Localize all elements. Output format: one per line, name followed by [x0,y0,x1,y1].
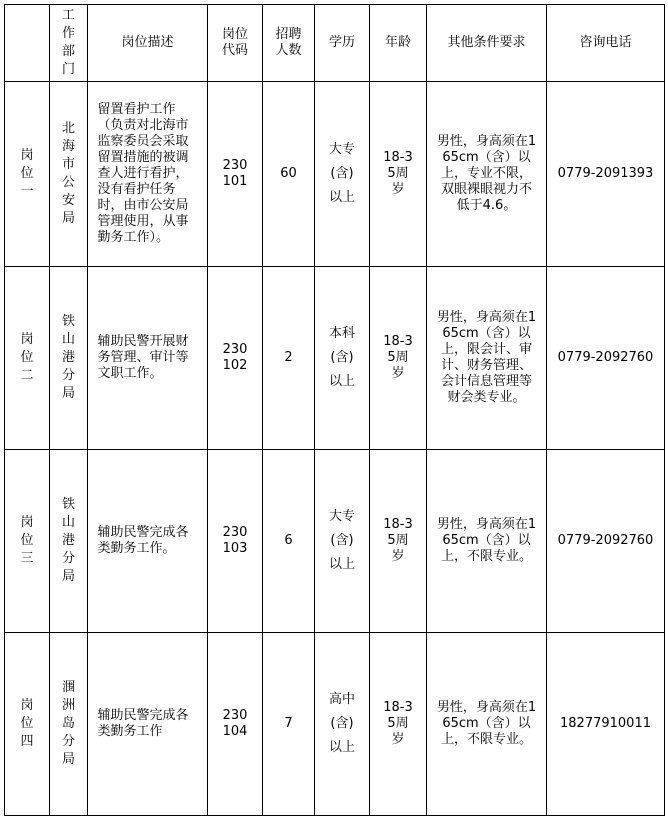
other-cell: 男性，身高须在165cm（含）以上，限会计、审计、财务管理、会计信息管理等财会类专业。 [427,267,547,450]
code-cell: 230104 [208,633,263,816]
header-row [5,5,665,82]
age-cell: 18-35周岁 [370,633,427,816]
count-cell: 7 [263,633,315,816]
code-cell: 230103 [208,450,263,633]
count-cell: 2 [263,267,315,450]
count-cell: 60 [263,82,315,267]
header-desc: 岗位描述 [88,5,208,82]
dept-cell: 铁山港分局 [50,450,88,633]
table-row [5,267,665,450]
position-cell: 岗位三 [5,450,50,633]
edu-cell: 大专(含)以上 [315,82,370,267]
position-cell: 岗位二 [5,267,50,450]
table-row [5,82,665,267]
desc-cell: 辅助民警开展财务管理、审计等文职工作。 [88,267,208,450]
recruitment-table [4,4,665,816]
desc-cell: 辅助民警完成各类勤务工作 [88,633,208,816]
header-code: 岗位代码 [208,5,263,82]
phone-cell: 0779-2092760 [547,450,665,633]
code-cell: 230101 [208,82,263,267]
edu-cell: 大专(含)以上 [315,450,370,633]
phone-cell: 18277910011 [547,633,665,816]
header-position [5,5,50,82]
header-other: 其他条件要求 [427,5,547,82]
other-cell: 男性，身高须在165cm（含）以上，不限专业。 [427,450,547,633]
header-phone: 咨询电话 [547,5,665,82]
other-cell: 男性，身高须在165cm（含）以上，专业不限，双眼裸眼视力不低于4.6。 [427,82,547,267]
header-age: 年龄 [370,5,427,82]
other-cell: 男性，身高须在165cm（含）以上，不限专业。 [427,633,547,816]
dept-cell: 铁山港分局 [50,267,88,450]
age-cell: 18-35周岁 [370,82,427,267]
edu-cell: 本科(含)以上 [315,267,370,450]
table-row [5,450,665,633]
age-cell: 18-35周岁 [370,450,427,633]
header-count: 招聘人数 [263,5,315,82]
position-cell: 岗位一 [5,82,50,267]
code-cell: 230102 [208,267,263,450]
phone-cell: 0779-2092760 [547,267,665,450]
dept-cell: 涠洲岛分局 [50,633,88,816]
header-edu: 学历 [315,5,370,82]
desc-cell: 留置看护工作（负责对北海市监察委员会采取留置措施的被调查人进行看护，没有看护任务时，由市公安局管理使用，从事勤务工作）。 [88,82,208,267]
header-dept: 工作部门 [50,5,88,82]
count-cell: 6 [263,450,315,633]
age-cell: 18-35周岁 [370,267,427,450]
table-row [5,633,665,816]
desc-cell: 辅助民警完成各类勤务工作。 [88,450,208,633]
edu-cell: 高中(含)以上 [315,633,370,816]
dept-cell: 北海市公安局 [50,82,88,267]
phone-cell: 0779-2091393 [547,82,665,267]
position-cell: 岗位四 [5,633,50,816]
